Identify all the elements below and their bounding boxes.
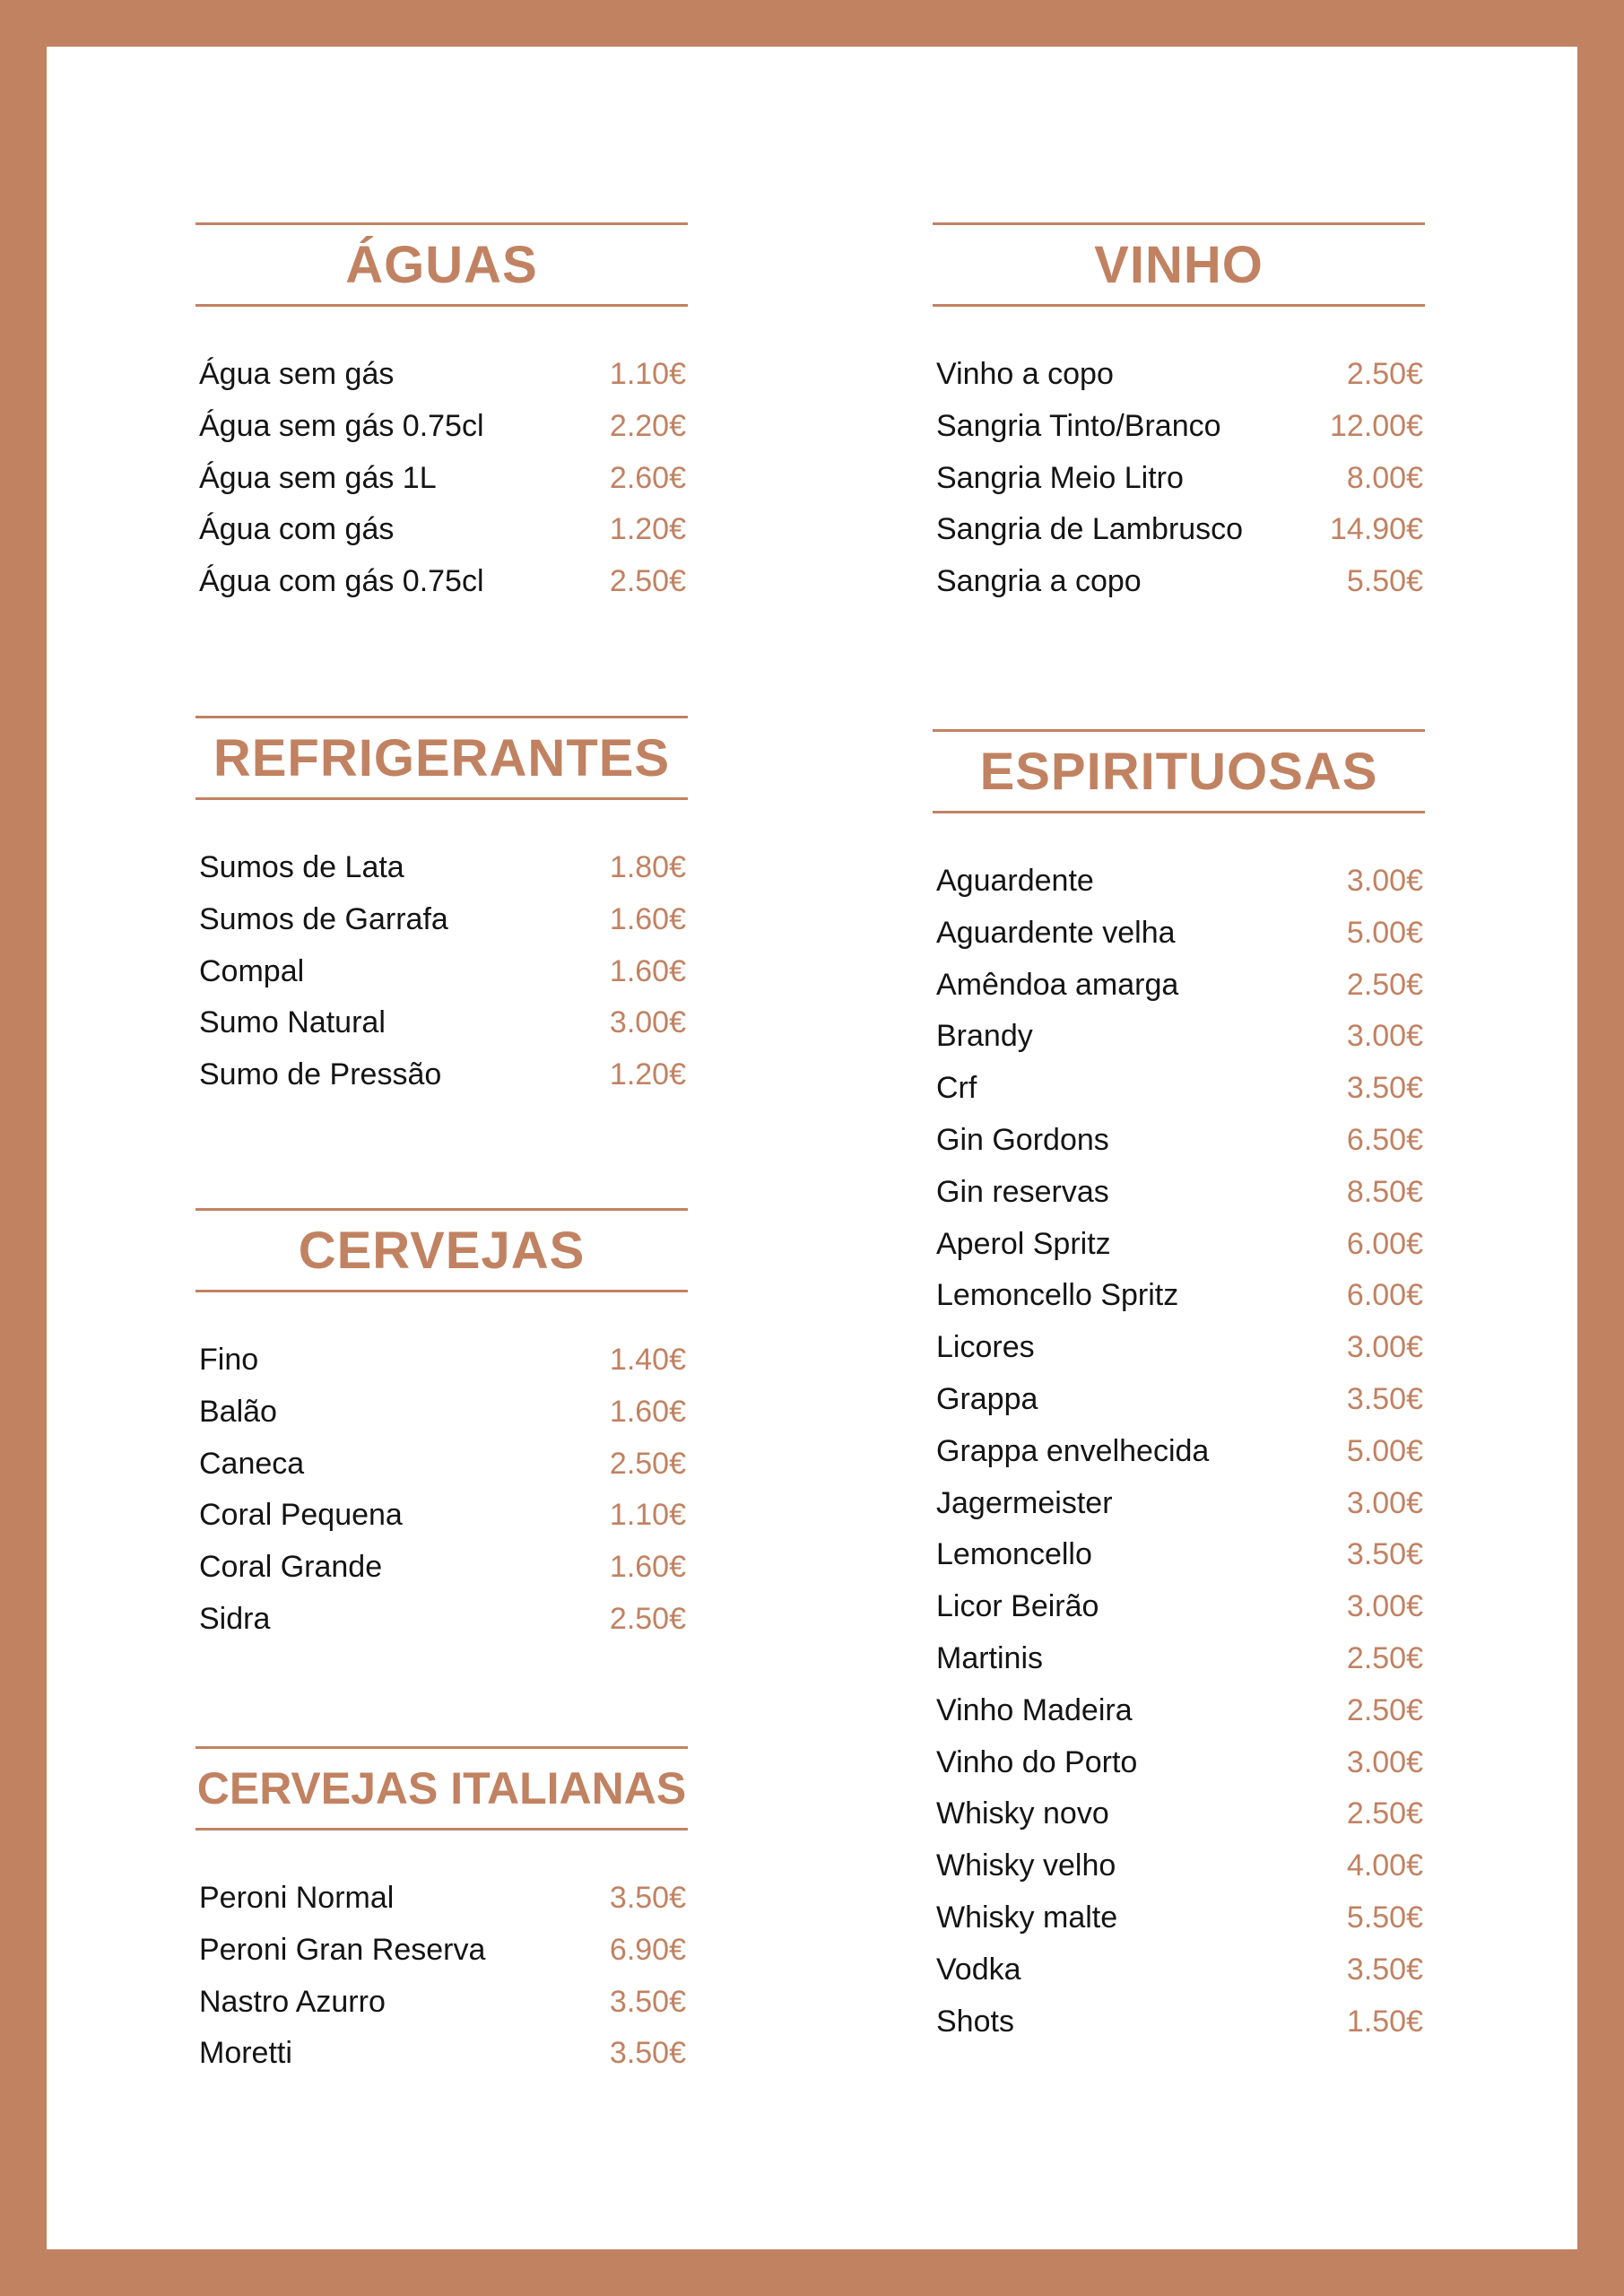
item-list <box>933 357 1425 616</box>
item-price: 3.00€ <box>1346 1330 1423 1365</box>
item-name: Água sem gás 0.75cl <box>199 408 484 443</box>
item-name: Amêndoa amarga <box>936 967 1179 1002</box>
list-item <box>933 1227 1425 1279</box>
list-item <box>933 1123 1425 1175</box>
item-name: Peroni Normal <box>199 1881 395 1915</box>
item-price: 14.90€ <box>1330 512 1423 547</box>
item-name: Grappa <box>936 1381 1038 1416</box>
section-aguas <box>195 222 688 616</box>
section-cervejas-italianas <box>195 1746 688 2088</box>
list-item <box>933 1434 1425 1486</box>
section-header <box>195 1746 688 1831</box>
list-item <box>195 1550 688 1602</box>
item-price: 5.50€ <box>1346 1900 1423 1935</box>
list-item <box>933 1330 1425 1382</box>
list-item <box>933 1486 1425 1538</box>
item-price: 2.50€ <box>609 1601 686 1636</box>
item-name: Brandy <box>936 1019 1033 1054</box>
item-name: Coral Pequena <box>199 1498 403 1533</box>
item-name: Sumo Natural <box>199 1005 386 1040</box>
item-price: 2.50€ <box>609 1446 686 1481</box>
list-item <box>933 1382 1425 1434</box>
list-item <box>933 1019 1425 1071</box>
list-item <box>195 1447 688 1499</box>
list-item <box>195 850 688 902</box>
list-item <box>195 902 688 954</box>
item-price: 6.50€ <box>1346 1122 1423 1157</box>
list-item <box>933 2005 1425 2057</box>
item-price: 3.50€ <box>609 2036 686 2071</box>
list-item <box>195 512 688 564</box>
item-price: 8.00€ <box>1346 460 1423 495</box>
item-name: Whisky velho <box>936 1848 1116 1883</box>
list-item <box>195 1395 688 1447</box>
menu-page <box>47 47 1577 2249</box>
item-price: 3.50€ <box>609 1984 686 2019</box>
list-item <box>933 1745 1425 1797</box>
item-price: 5.00€ <box>1346 915 1423 950</box>
item-price: 1.60€ <box>609 953 686 988</box>
list-item <box>195 1005 688 1057</box>
section-title: CERVEJAS <box>298 1221 586 1280</box>
section-title: REFRIGERANTES <box>213 728 671 787</box>
list-item <box>933 409 1425 461</box>
item-name: Moretti <box>199 2036 292 2071</box>
list-item <box>195 461 688 513</box>
section-vinho <box>933 222 1425 616</box>
item-name: Whisky novo <box>936 1796 1109 1831</box>
list-item <box>933 1848 1425 1900</box>
item-name: Licor Beirão <box>936 1589 1099 1624</box>
item-name: Sangria a copo <box>936 564 1142 599</box>
item-name: Grappa envelhecida <box>936 1433 1210 1468</box>
list-item <box>195 564 688 616</box>
item-price: 1.60€ <box>609 1550 686 1585</box>
section-title: ÁGUAS <box>345 235 538 294</box>
section-header <box>933 222 1425 307</box>
item-name: Aperol Spritz <box>936 1226 1111 1261</box>
item-list <box>195 1343 688 1654</box>
list-item <box>933 1278 1425 1330</box>
list-item <box>933 1589 1425 1641</box>
list-item <box>195 357 688 409</box>
list-item <box>933 864 1425 916</box>
item-price: 1.50€ <box>1346 2004 1423 2039</box>
item-price: 3.00€ <box>1346 1485 1423 1520</box>
section-cervejas <box>195 1208 688 1654</box>
item-price: 3.50€ <box>609 1881 686 1915</box>
list-item <box>195 1343 688 1395</box>
item-price: 12.00€ <box>1330 408 1423 443</box>
item-name: Sumos de Garrafa <box>199 901 448 936</box>
item-name: Aguardente velha <box>936 915 1176 950</box>
list-item <box>933 1175 1425 1227</box>
list-item <box>933 916 1425 968</box>
item-name: Sangria de Lambrusco <box>936 512 1244 547</box>
item-price: 6.90€ <box>609 1932 686 1967</box>
item-name: Peroni Gran Reserva <box>199 1932 486 1967</box>
item-price: 1.20€ <box>609 512 686 547</box>
item-name: Nastro Azurro <box>199 1984 386 2019</box>
item-name: Compal <box>199 953 305 988</box>
item-name: Martinis <box>936 1640 1044 1675</box>
item-name: Vinho a copo <box>936 357 1114 391</box>
item-price: 3.00€ <box>1346 1589 1423 1624</box>
item-price: 3.50€ <box>1346 1071 1423 1106</box>
list-item <box>933 968 1425 1020</box>
item-name: Água sem gás <box>199 357 395 391</box>
item-name: Água com gás <box>199 512 395 547</box>
item-price: 1.10€ <box>609 357 686 391</box>
item-name: Gin reservas <box>936 1174 1109 1209</box>
item-price: 5.50€ <box>1346 564 1423 599</box>
item-name: Sumos de Lata <box>199 850 404 884</box>
section-title: CERVEJAS ITALIANAS <box>196 1763 687 1813</box>
section-header <box>933 729 1425 813</box>
item-list <box>195 850 688 1109</box>
item-price: 1.60€ <box>609 1394 686 1429</box>
item-price: 1.80€ <box>609 850 686 884</box>
section-title: VINHO <box>1094 235 1264 294</box>
item-price: 3.50€ <box>1346 1537 1423 1572</box>
item-price: 1.40€ <box>609 1343 686 1377</box>
item-price: 3.00€ <box>1346 1744 1423 1779</box>
item-price: 1.20€ <box>609 1057 686 1092</box>
item-price: 5.00€ <box>1346 1433 1423 1468</box>
list-item <box>195 1933 688 1985</box>
list-item <box>933 1537 1425 1589</box>
section-espirituosas <box>933 729 1425 2056</box>
item-name: Sidra <box>199 1601 271 1636</box>
item-price: 1.10€ <box>609 1498 686 1533</box>
item-price: 6.00€ <box>1346 1226 1423 1261</box>
item-price: 3.00€ <box>609 1005 686 1040</box>
item-price: 2.50€ <box>609 564 686 599</box>
list-item <box>933 1900 1425 1952</box>
item-price: 3.50€ <box>1346 1952 1423 1987</box>
item-price: 6.00€ <box>1346 1278 1423 1313</box>
list-item <box>195 409 688 461</box>
item-name: Jagermeister <box>936 1485 1113 1520</box>
list-item <box>195 1498 688 1550</box>
item-price: 2.20€ <box>609 408 686 443</box>
list-item <box>933 564 1425 616</box>
item-price: 3.00€ <box>1346 864 1423 898</box>
item-price: 2.60€ <box>609 460 686 495</box>
item-name: Shots <box>936 2004 1014 2039</box>
item-name: Fino <box>199 1343 259 1377</box>
item-price: 2.50€ <box>1346 357 1423 391</box>
section-header <box>195 222 688 307</box>
item-name: Caneca <box>199 1446 305 1481</box>
item-name: Água com gás 0.75cl <box>199 564 484 599</box>
item-name: Água sem gás 1L <box>199 460 437 495</box>
item-name: Lemoncello Spritz <box>936 1278 1179 1313</box>
list-item <box>933 1641 1425 1693</box>
list-item <box>195 954 688 1006</box>
item-name: Aguardente <box>936 864 1094 898</box>
section-title: ESPIRITUOSAS <box>979 742 1378 801</box>
list-item <box>195 1881 688 1933</box>
item-price: 2.50€ <box>1346 1640 1423 1675</box>
list-item <box>933 1693 1425 1745</box>
item-price: 2.50€ <box>1346 967 1423 1002</box>
item-name: Vinho Madeira <box>936 1692 1133 1727</box>
item-price: 4.00€ <box>1346 1848 1423 1883</box>
item-name: Vinho do Porto <box>936 1744 1138 1779</box>
list-item <box>195 1602 688 1654</box>
section-refrigerantes <box>195 716 688 1109</box>
item-name: Sangria Meio Litro <box>936 460 1184 495</box>
item-name: Vodka <box>936 1952 1021 1987</box>
item-price: 2.50€ <box>1346 1692 1423 1727</box>
item-name: Balão <box>199 1394 277 1429</box>
list-item <box>195 2036 688 2088</box>
item-price: 3.50€ <box>1346 1381 1423 1416</box>
item-name: Licores <box>936 1330 1035 1365</box>
item-name: Gin Gordons <box>936 1122 1109 1157</box>
item-name: Coral Grande <box>199 1550 383 1585</box>
item-name: Lemoncello <box>936 1537 1092 1572</box>
item-name: Sangria Tinto/Branco <box>936 408 1221 443</box>
section-header <box>195 716 688 800</box>
item-name: Whisky malte <box>936 1900 1118 1935</box>
list-item <box>195 1985 688 2037</box>
list-item <box>933 1796 1425 1848</box>
item-list <box>933 864 1425 2056</box>
list-item <box>933 357 1425 409</box>
item-price: 1.60€ <box>609 901 686 936</box>
item-list <box>195 357 688 616</box>
list-item <box>195 1057 688 1109</box>
section-header <box>195 1208 688 1292</box>
list-item <box>933 1952 1425 2005</box>
list-item <box>933 512 1425 564</box>
item-price: 3.00€ <box>1346 1019 1423 1054</box>
list-item <box>933 461 1425 513</box>
item-name: Crf <box>936 1071 977 1106</box>
list-item <box>933 1071 1425 1123</box>
item-price: 8.50€ <box>1346 1174 1423 1209</box>
item-list <box>195 1881 688 2088</box>
item-price: 2.50€ <box>1346 1796 1423 1831</box>
item-name: Sumo de Pressão <box>199 1057 442 1092</box>
